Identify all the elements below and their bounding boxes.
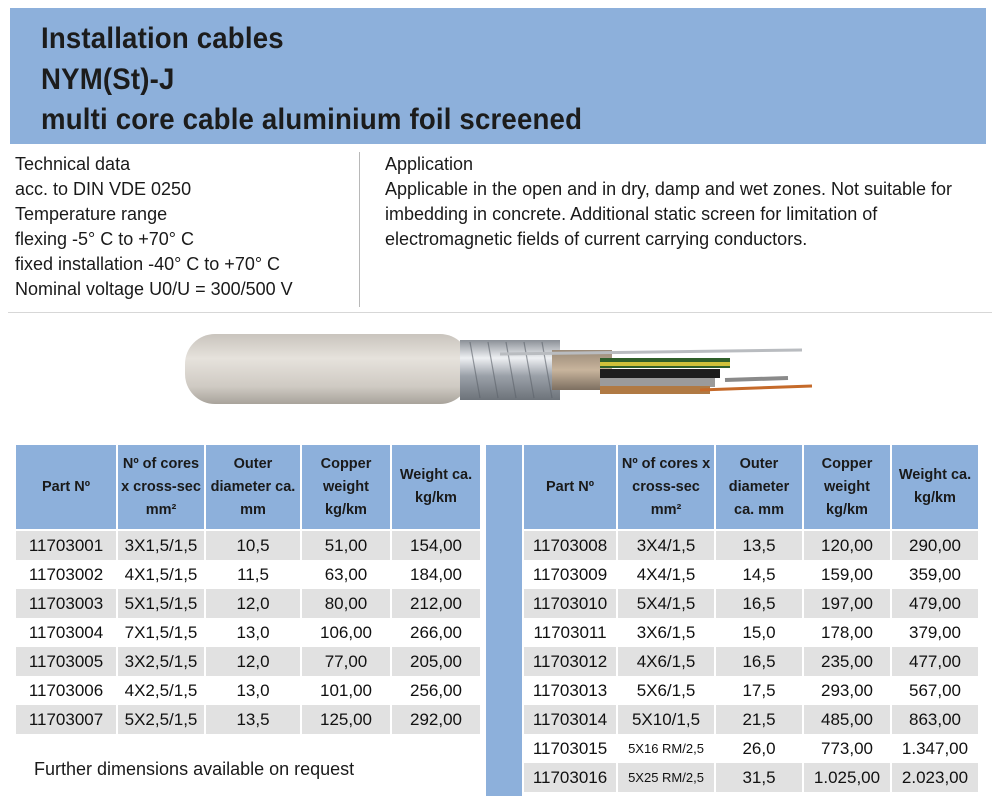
- part-number-cell: 11703007: [16, 705, 116, 734]
- weight-cell: 2.023,00: [892, 763, 978, 792]
- application-text: Applicable in the open and in dry, damp and wet zones. Not suitable for imbedding in concrete. Additional static screen for limitation of electromagnetic fields of current carrying conductors.: [385, 179, 953, 250]
- outer-diameter-cell: 17,5: [742, 680, 776, 700]
- outer-diameter-cell: 15,0: [742, 622, 776, 642]
- copper-weight-cell: 51,00: [302, 531, 390, 560]
- table-row: [16, 618, 480, 647]
- technical-line: Technical data: [15, 154, 131, 174]
- copper-weight-cell: 485,00: [804, 705, 890, 734]
- cores-cell: 4X1,5/1,5: [124, 564, 198, 584]
- part-number-cell: 11703011: [533, 622, 607, 642]
- outer-diameter-cell: 10,5: [206, 531, 300, 560]
- technical-line: flexing -5° C to +70° C: [15, 229, 194, 249]
- application-block: [385, 152, 985, 253]
- weight-cell: 292,00: [392, 705, 480, 734]
- weight-cell: 205,00: [392, 647, 480, 676]
- weight-cell: 212,00: [392, 589, 480, 618]
- outer-diameter-cell: 26,0: [742, 738, 776, 758]
- cores-cell: 5X6/1,5: [636, 680, 696, 700]
- copper-weight-cell: 293,00: [821, 680, 873, 700]
- cores-cell: 3X4/1,5: [618, 531, 714, 560]
- copper-weight-cell: 1.025,00: [804, 763, 890, 792]
- technical-line: acc. to DIN VDE 0250: [15, 179, 192, 199]
- copper-weight-cell: 120,00: [804, 531, 890, 560]
- header-part-no: Part Nº: [524, 445, 616, 531]
- part-number-cell: 11703012: [524, 647, 616, 676]
- cores-cell: 5X16 RM/2,5: [628, 741, 704, 756]
- weight-cell: 359,00: [909, 564, 961, 584]
- cable-image: [180, 320, 820, 420]
- cores-cell: 3X6/1,5: [636, 622, 696, 642]
- part-number-cell: 11703009: [532, 564, 608, 584]
- cores-cell: 5X1,5/1,5: [118, 589, 204, 618]
- title-line-2: NYM(St)-J: [41, 63, 175, 96]
- table-header-row: [524, 445, 978, 531]
- technical-line: Nominal voltage U0/U = 300/500 V: [15, 279, 293, 299]
- part-number-cell: 11703005: [16, 647, 116, 676]
- weight-cell: 567,00: [909, 680, 961, 700]
- copper-weight-cell: 106,00: [320, 622, 372, 642]
- cores-cell: 3X2,5/1,5: [118, 647, 204, 676]
- section-divider: [8, 312, 992, 313]
- table-row: [16, 705, 480, 734]
- cable-table-left: [14, 445, 482, 734]
- header-copper-weight: Copper weight kg/km: [302, 445, 390, 531]
- outer-diameter-cell: 16,5: [716, 589, 802, 618]
- weight-cell: 863,00: [892, 705, 978, 734]
- part-number-cell: 11703015: [532, 738, 608, 758]
- table-row: [524, 676, 978, 705]
- table-row: [524, 705, 978, 734]
- weight-cell: 1.347,00: [901, 738, 969, 758]
- copper-weight-cell: 178,00: [821, 622, 873, 642]
- outer-diameter-cell: 13,5: [206, 705, 300, 734]
- title-banner: [10, 8, 986, 144]
- technical-line: fixed installation -40° C to +70° C: [15, 254, 281, 274]
- outer-diameter-cell: 13,5: [716, 531, 802, 560]
- table-row: [524, 531, 978, 560]
- header-outer-diameter: Outer diameter ca. mm: [716, 445, 802, 531]
- copper-weight-cell: 125,00: [302, 705, 390, 734]
- title-line-1: Installation cables: [41, 22, 284, 55]
- part-number-cell: 11703008: [524, 531, 616, 560]
- cores-cell: 5X2,5/1,5: [118, 705, 204, 734]
- part-number-cell: 11703001: [16, 531, 116, 560]
- part-number-cell: 11703016: [524, 763, 616, 792]
- outer-diameter-cell: 12,0: [206, 589, 300, 618]
- part-number-cell: 11703002: [28, 564, 104, 584]
- title-line-3: multi core cable aluminium foil screened: [41, 103, 583, 136]
- copper-weight-cell: 80,00: [302, 589, 390, 618]
- cable-table-right: [522, 445, 980, 792]
- part-number-cell: 11703003: [16, 589, 116, 618]
- copper-weight-cell: 197,00: [804, 589, 890, 618]
- technical-line: Temperature range: [15, 204, 168, 224]
- outer-diameter-cell: 13,0: [236, 680, 270, 700]
- weight-cell: 256,00: [410, 680, 462, 700]
- weight-cell: 479,00: [892, 589, 978, 618]
- header-cores: Nº of cores x cross-sec mm²: [118, 445, 204, 531]
- copper-weight-cell: 101,00: [320, 680, 372, 700]
- weight-cell: 290,00: [892, 531, 978, 560]
- part-number-cell: 11703014: [524, 705, 616, 734]
- part-number-cell: 11703006: [28, 680, 104, 700]
- outer-diameter-cell: 31,5: [716, 763, 802, 792]
- copper-weight-cell: 159,00: [821, 564, 873, 584]
- application-title: Application: [385, 154, 474, 174]
- table-body: [16, 531, 480, 734]
- outer-diameter-cell: 14,5: [742, 564, 776, 584]
- table-row: [524, 589, 978, 618]
- copper-weight-cell: 63,00: [324, 564, 368, 584]
- weight-cell: 266,00: [410, 622, 462, 642]
- outer-diameter-cell: 16,5: [716, 647, 802, 676]
- table-row: [524, 763, 978, 792]
- cores-cell: 7X1,5/1,5: [124, 622, 198, 642]
- header-copper-weight: Copper weight kg/km: [804, 445, 890, 531]
- header-part-no: Part Nº: [16, 445, 116, 531]
- header-weight: Weight ca. kg/km: [892, 445, 978, 531]
- outer-diameter-cell: 13,0: [236, 622, 270, 642]
- table-row: [16, 647, 480, 676]
- cores-cell: 4X6/1,5: [618, 647, 714, 676]
- part-number-cell: 11703004: [28, 622, 104, 642]
- part-number-cell: 11703010: [524, 589, 616, 618]
- weight-cell: 477,00: [892, 647, 978, 676]
- copper-weight-cell: 77,00: [302, 647, 390, 676]
- cores-cell: 3X1,5/1,5: [118, 531, 204, 560]
- table-row: [524, 734, 978, 763]
- copper-weight-cell: 235,00: [804, 647, 890, 676]
- cores-cell: 4X2,5/1,5: [124, 680, 198, 700]
- outer-diameter-cell: 21,5: [716, 705, 802, 734]
- table-row: [16, 531, 480, 560]
- table-row: [524, 647, 978, 676]
- cores-cell: 5X4/1,5: [618, 589, 714, 618]
- table-row: [16, 589, 480, 618]
- table-separator: [486, 445, 522, 796]
- table-body: [524, 531, 978, 792]
- weight-cell: 379,00: [909, 622, 961, 642]
- header-weight: Weight ca. kg/km: [392, 445, 480, 531]
- footnote: Further dimensions available on request: [34, 759, 355, 779]
- copper-weight-cell: 773,00: [821, 738, 873, 758]
- header-outer-diameter: Outer diameter ca. mm: [206, 445, 300, 531]
- part-number-cell: 11703013: [532, 680, 608, 700]
- technical-data-block: [15, 152, 360, 307]
- cores-cell: 5X25 RM/2,5: [618, 763, 714, 792]
- cores-cell: 4X4/1,5: [636, 564, 696, 584]
- table-row: [16, 676, 480, 705]
- cores-cell: 5X10/1,5: [618, 705, 714, 734]
- table-row: [16, 560, 480, 589]
- table-row: [524, 618, 978, 647]
- outer-diameter-cell: 12,0: [206, 647, 300, 676]
- header-cores: Nº of cores x cross-sec mm²: [618, 445, 714, 531]
- weight-cell: 154,00: [392, 531, 480, 560]
- outer-diameter-cell: 11,5: [237, 564, 269, 584]
- weight-cell: 184,00: [410, 564, 462, 584]
- table-header-row: [16, 445, 480, 531]
- table-row: [524, 560, 978, 589]
